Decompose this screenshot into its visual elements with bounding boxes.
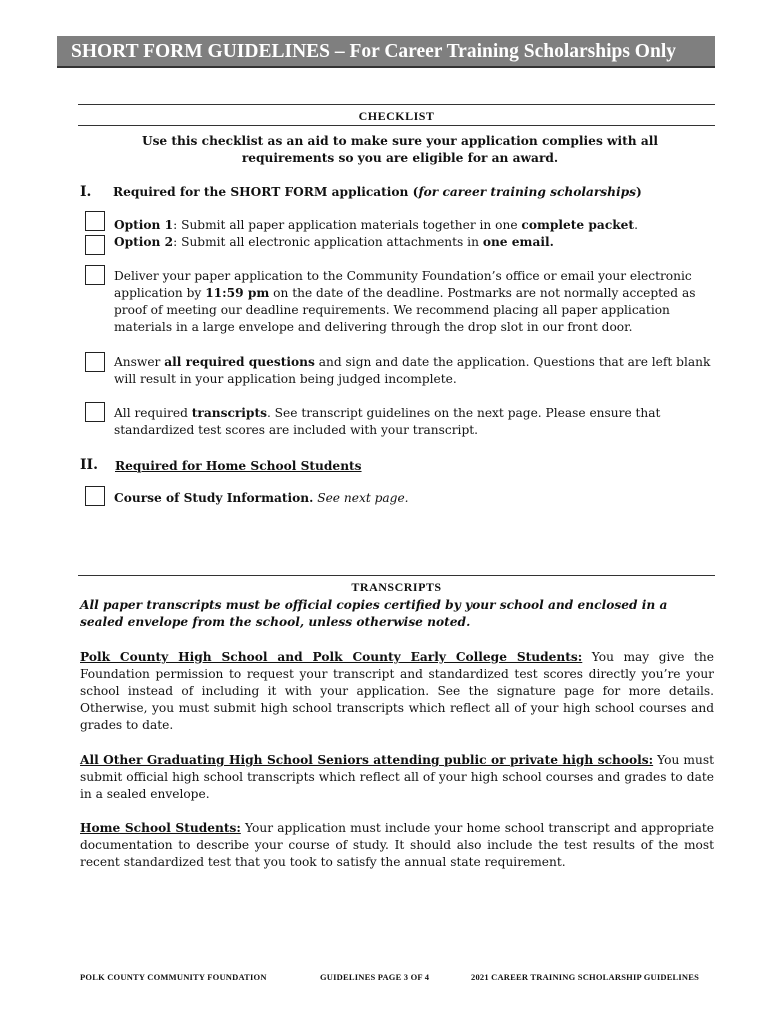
answer-questions-text: Answer all required questions and sign and date the application. Questions that are left blank will result in your application being judged incomplete. xyxy=(114,355,711,386)
transcripts-intro: All paper transcripts must be official copies certified by your school and enclosed in a sealed envelope from the school, unless otherwise noted. xyxy=(80,598,668,629)
home-school-paragraph: Home School Students: Your application must include your home school transcript and appropriate documentation to describe your course of study. It should also include the test results of the most recent standardized test that you took to satisfy the annual state requirement. xyxy=(80,821,715,869)
footer-page-number: GUIDELINES PAGE 3 OF 4 xyxy=(320,972,430,982)
footer-organization: POLK COUNTY COMMUNITY FOUNDATION xyxy=(80,972,267,982)
course-of-study-text: Course of Study Information. See next page. xyxy=(114,491,409,505)
deliver-checkbox[interactable] xyxy=(85,265,105,285)
section-1-numeral: I. xyxy=(80,184,92,200)
option-1-checkbox[interactable] xyxy=(85,211,105,231)
other-seniors-paragraph: All Other Graduating High School Seniors attending public or private high schools: You must submit official high school transcripts which reflect all of your high school courses and grades to date in a sealed envelope. xyxy=(80,753,714,801)
section-2-numeral: II. xyxy=(80,457,98,473)
transcripts-heading: TRANSCRIPTS xyxy=(78,575,715,596)
footer-document-title: 2021 CAREER TRAINING SCHOLARSHIP GUIDELINES xyxy=(471,972,700,982)
deliver-text: Deliver your paper application to the Community Foundation’s office or email your electronic application by 11:59 pm on the date of the deadline. Postmarks are not normally accepted as proof of meeting our deadline requirements. We recommend placing all paper application materials in a large envelope and delivering through the drop slot in our front door. xyxy=(114,269,696,334)
answer-questions-checkbox[interactable] xyxy=(85,352,105,372)
checklist-heading: CHECKLIST xyxy=(78,104,715,126)
section-1-title: Required for the SHORT FORM application (for career training scholarships) xyxy=(113,185,642,199)
option-2-text: Option 2: Submit all electronic application attachments in one email. xyxy=(114,235,554,249)
checklist-intro: Use this checklist as an aid to make sure your application complies with all requirements so you are eligible for an award. xyxy=(141,134,659,165)
page-banner-title: SHORT FORM GUIDELINES – For Career Training Scholarships Only xyxy=(57,36,715,68)
transcripts-checkbox[interactable] xyxy=(85,402,105,422)
polk-county-students-paragraph: Polk County High School and Polk County Early College Students: You may give the Foundation permission to request your transcript and standardized test scores directly you’re your school instead of including it with your application. See the signature page for more details. Otherwise, you must submit high school transcripts which reflect all of your high school courses and grades to date. xyxy=(80,650,714,732)
option-2-checkbox[interactable] xyxy=(85,235,105,255)
section-2-title: Required for Home School Students xyxy=(115,459,362,473)
option-1-text: Option 1: Submit all paper application materials together in one complete packet. xyxy=(114,218,638,232)
transcripts-item-text: All required transcripts. See transcript guidelines on the next page. Please ensure that standardized test scores are included with your transcript. xyxy=(114,406,661,437)
course-of-study-checkbox[interactable] xyxy=(85,486,105,506)
